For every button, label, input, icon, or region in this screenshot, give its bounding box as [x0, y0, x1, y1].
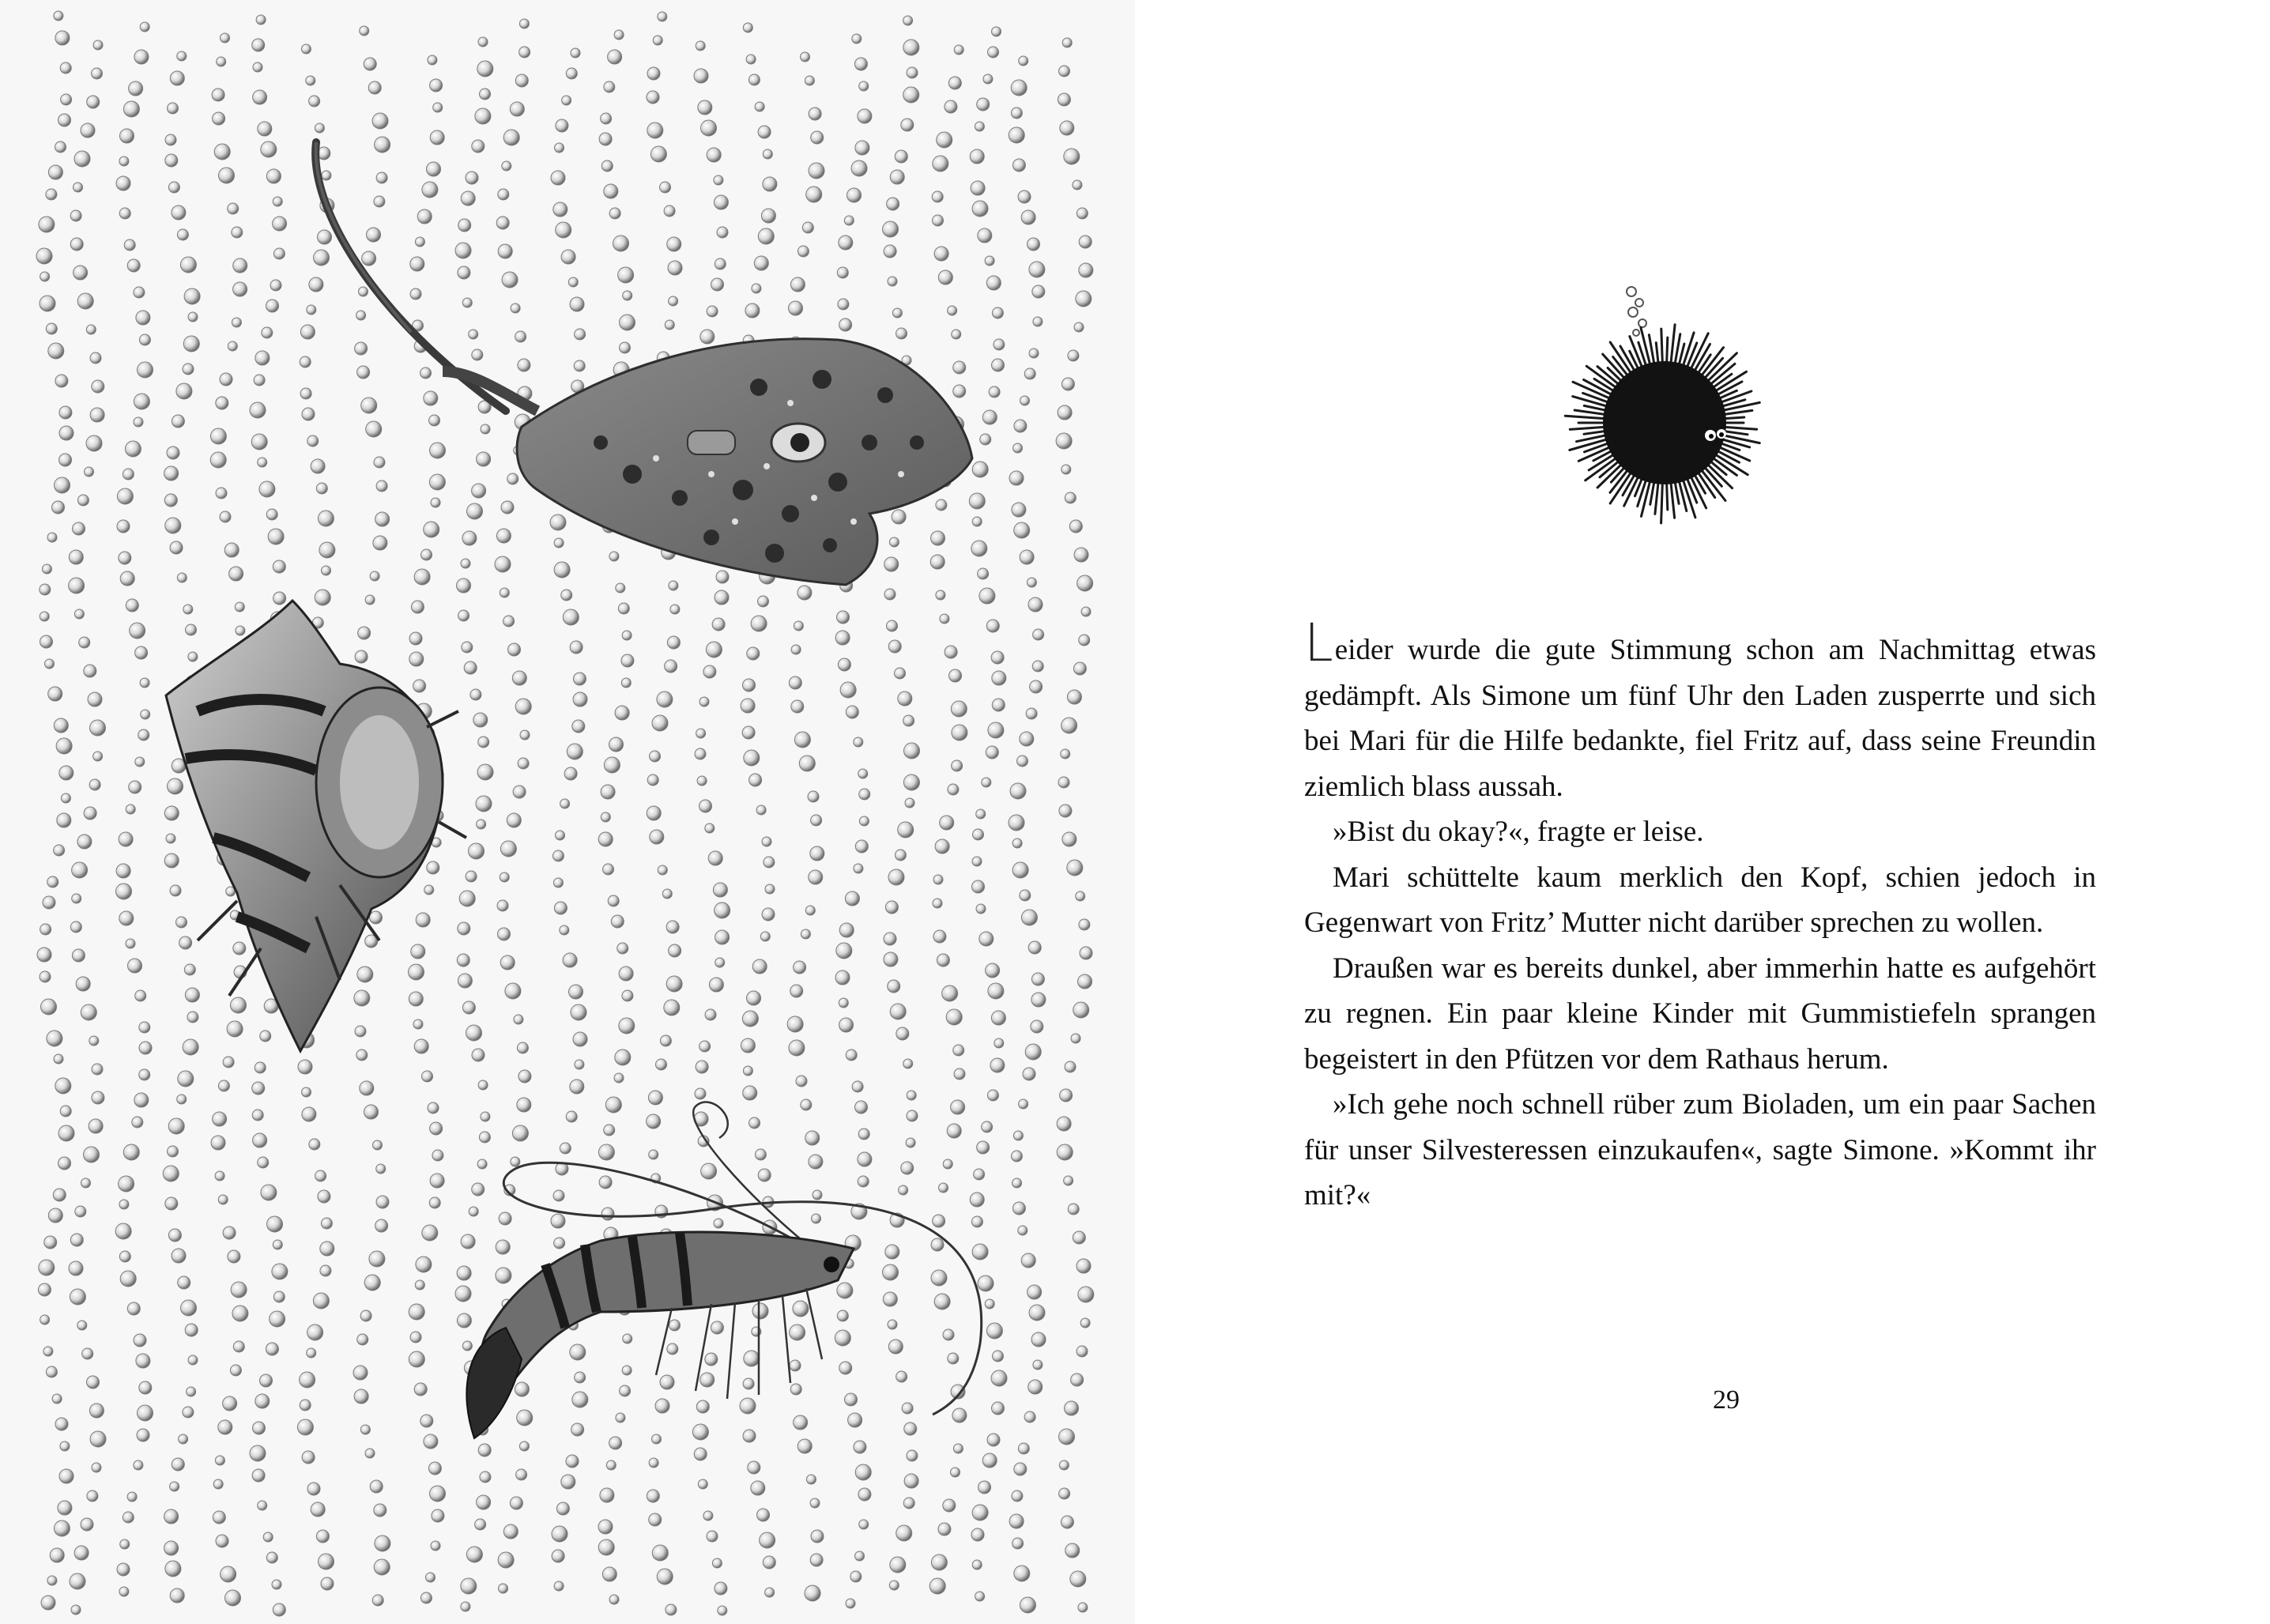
shrimp-icon [466, 1102, 981, 1438]
murex-shell-icon [166, 601, 466, 1051]
paragraph: Mari schüttelte kaum merklich den Kopf, schien jedoch in Gegenwart von Fritz’ Mutter nicht darüber sprechen zu wollen. [1304, 861, 2096, 939]
bubble-columns [36, 11, 1094, 1616]
right-page-text [1135, 0, 2270, 1624]
body-text [1304, 612, 2096, 1219]
paragraph: »Bist du okay?«, fragte er leise. [1333, 816, 1704, 848]
paragraph-first-text: eider wurde die gute Stimmung schon am Nachmittag etwas gedämpft. Als Simone um fünf Uhr den Laden zusperrte und sich bei Mari für die Hilfe bedankte, fiel Fritz auf, dass seine Freundin ziemlich blass aussah. [1304, 634, 2096, 803]
sea-urchin-icon [1546, 281, 1783, 565]
stingray-icon [315, 142, 972, 585]
paragraph: Draußen war es bereits dunkel, aber immerhin hatte es aufgehört zu regnen. Ein paar kleine Kinder mit Gummistiefeln sprangen begeistert in den Pfützen vor dem Rathaus herum. [1304, 951, 2096, 1076]
page-number: 29 [1713, 1385, 1740, 1415]
paragraph: »Ich gehe noch schnell rüber zum Bioladen, um ein paar Sachen für unser Silvesteressen einzukaufen«, sagte Simone. »Kommt ihr mit?« [1304, 1088, 2096, 1211]
paragraph-first [1304, 612, 2096, 809]
drop-cap: L [1304, 612, 1333, 673]
